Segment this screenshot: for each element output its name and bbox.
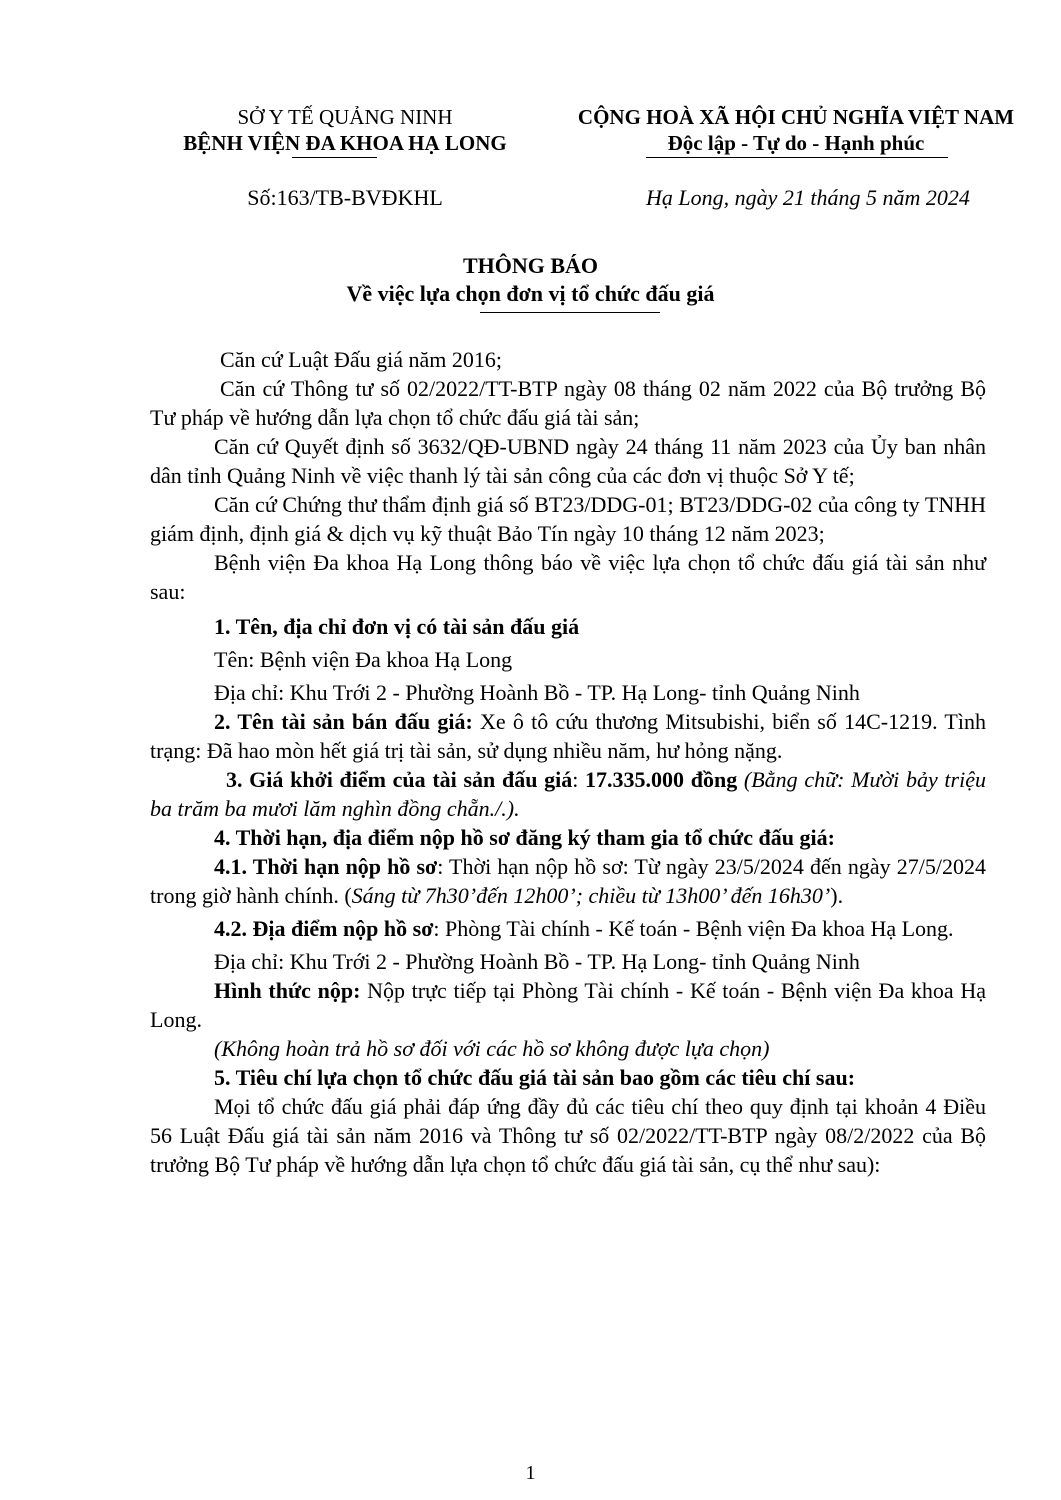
section-4-1-text: : Thời hạn nộp hồ sơ: Từ ngày 23/5/2024 đến ngày 27/5/2024 trong giờ hành chính. (: [150, 854, 986, 908]
hospital-name-underline: [292, 157, 377, 158]
section-2-text: Xe ô tô cứu thương Mitsubishi, biển số 14C-1219. Tình trạng: Đã hao mòn hết giá trị tài sản, sử dụng nhiều năm, hư hỏng nặng.: [150, 709, 986, 763]
slogan-underline: [646, 157, 948, 158]
subtitle-underline: [480, 312, 660, 313]
document-body: [150, 345, 986, 1179]
section-5-text: Mọi tổ chức đấu giá phải đáp ứng đầy đủ các tiêu chí theo quy định tại khoản 4 Điều 56 Luật Đấu giá tài sản năm 2016 và Thông tư số 02/2022/TT-BTP ngày 08/2/2022 của Bộ trưởng Bộ Tư pháp về hướng dẫn lựa chọn tổ chức đấu giá tài sản, cụ thể như sau):: [150, 1094, 986, 1177]
no-return-note: (Không hoàn trả hồ sơ đối với các hồ sơ không được lựa chọn): [214, 1036, 770, 1061]
section-4-heading: 4. Thời hạn, địa điểm nộp hồ sơ đăng ký tham gia tổ chức đấu giá:: [214, 825, 835, 850]
section-2-label: 2. Tên tài sản bán đấu giá:: [214, 709, 473, 734]
legal-basis-2: Căn cứ Thông tư số 02/2022/TT-BTP ngày 08 tháng 02 năm 2022 của Bộ trưởng Bộ Tư pháp về hướng dẫn lựa chọn tổ chức đấu giá tài sản;: [150, 376, 986, 430]
section-4-2-label: 4.2. Địa điểm nộp hồ sơ: [214, 916, 434, 941]
submission-form-label: Hình thức nộp:: [214, 978, 361, 1003]
legal-basis-4: Căn cứ Chứng thư thẩm định giá số BT23/DDG-01; BT23/DDG-02 của công ty TNHH giám định, định giá & dịch vụ kỹ thuật Bảo Tín ngày 10 tháng 12 năm 2023;: [150, 492, 986, 546]
hospital-name: BỆNH VIỆN ĐA KHOA HẠ LONG: [183, 131, 507, 155]
section-3-label: 3. Giá khởi điểm của tài sản đấu giá: [226, 767, 573, 792]
submission-form-text: Nộp trực tiếp tại Phòng Tài chính - Kế toán - Bệnh viện Đa khoa Hạ Long.: [150, 978, 986, 1032]
owner-address: Địa chỉ: Khu Trới 2 - Phường Hoành Bồ - TP. Hạ Long- tỉnh Quảng Ninh: [214, 680, 860, 705]
section-2: [150, 707, 986, 765]
section-3-colon: :: [572, 767, 586, 792]
section-4-1-label: 4.1. Thời hạn nộp hồ sơ: [214, 854, 438, 879]
place-date: Hạ Long, ngày 21 tháng 5 năm 2024: [646, 185, 970, 210]
document-number: Số:163/TB-BVĐKHL: [247, 185, 443, 210]
country-motto: CỘNG HOÀ XÃ HỘI CHỦ NGHĨA VIỆT NAM: [577, 105, 1015, 129]
office-hours: Sáng từ 7h30’đến 12h00’; chiều từ 13h00’ đến 16h30’: [351, 883, 831, 908]
submission-form: [150, 976, 986, 1034]
section-4-1: [150, 852, 986, 910]
page-title: THÔNG BÁO: [462, 253, 599, 278]
legal-basis-1: Căn cứ Luật Đấu giá năm 2016;: [220, 347, 502, 372]
announcement-intro: Bệnh viện Đa khoa Hạ Long thông báo về việc lựa chọn tổ chức đấu giá tài sản như sau:: [150, 550, 986, 604]
starting-price: 17.335.000 đồng: [585, 767, 738, 792]
legal-basis-3: Căn cứ Quyết định số 3632/QĐ-UBND ngày 24 tháng 11 năm 2023 của Ủy ban nhân dân tỉnh Quảng Ninh về việc thanh lý tài sản công của các đơn vị thuộc Sở Y tế;: [150, 434, 986, 488]
owner-name: Tên: Bệnh viện Đa khoa Hạ Long: [214, 647, 513, 672]
country-slogan: Độc lập - Tự do - Hạnh phúc: [667, 131, 925, 155]
section-4-2: [150, 914, 986, 943]
section-1-heading: 1. Tên, địa chỉ đơn vị có tài sản đấu giá: [214, 614, 580, 639]
submission-address: Địa chỉ: Khu Trới 2 - Phường Hoành Bồ - TP. Hạ Long- tỉnh Quảng Ninh: [214, 949, 860, 974]
page-number: 1: [525, 1462, 536, 1484]
section-3: [150, 765, 986, 823]
page-subtitle: Về việc lựa chọn đơn vị tổ chức đấu giá: [346, 281, 715, 306]
section-4-2-text: : Phòng Tài chính - Kế toán - Bệnh viện Đa khoa Hạ Long.: [433, 916, 954, 941]
section-5-heading: 5. Tiêu chí lựa chọn tổ chức đấu giá tài sản bao gồm các tiêu chí sau:: [214, 1065, 856, 1090]
starting-price-words: (Bằng chữ: Mười bảy triệu ba trăm ba mươi lăm nghìn đồng chẵn./.).: [150, 767, 986, 821]
agency-name: SỞ Y TẾ QUẢNG NINH: [237, 105, 453, 129]
section-4-1-end: ).: [830, 883, 844, 908]
